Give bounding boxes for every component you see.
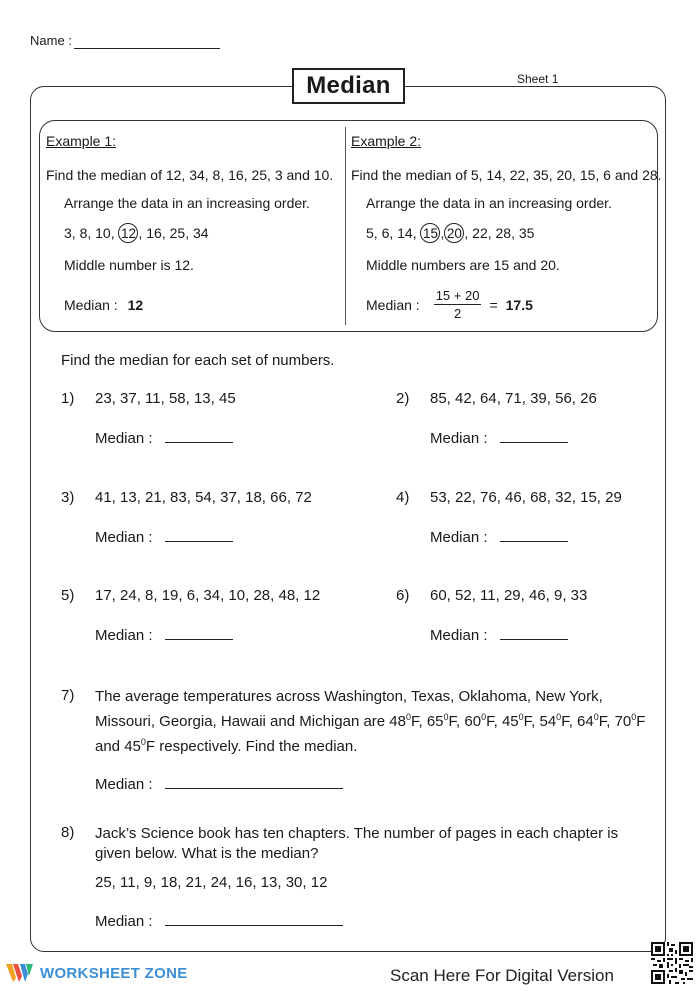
fraction-denominator: 2 [453, 306, 462, 321]
problem-2-median [430, 427, 568, 447]
median-label: Median : [95, 627, 153, 644]
problem-number: 8) [61, 824, 75, 841]
problem-number: 7) [61, 687, 75, 704]
answer-line[interactable] [500, 526, 568, 542]
problem-data: 41, 13, 21, 83, 54, 37, 18, 66, 72 [95, 489, 312, 506]
temperature-unit: F [636, 713, 646, 730]
degree-mark: 0 [631, 712, 637, 722]
ordered-before: 3, 8, 10, [64, 225, 115, 241]
temperature-unit: F [145, 738, 156, 755]
page-title: Median [292, 68, 405, 104]
answer-line[interactable] [500, 427, 568, 443]
example-1-step: Arrange the data in an increasing order. [64, 195, 310, 211]
example-2-prompt: Find the median of 5, 14, 22, 35, 20, 15, 6 and 28. [351, 167, 662, 183]
temperature-value: 64 [577, 713, 594, 730]
temperature-unit: F [523, 713, 532, 730]
problem-8-data: 25, 11, 9, 18, 21, 24, 16, 13, 30, 12 [95, 874, 328, 891]
example-1-ordered [64, 223, 209, 243]
answer-line[interactable] [165, 910, 343, 926]
problem-8-median [95, 910, 343, 930]
degree-mark: 0 [518, 712, 524, 722]
degree-mark: 0 [405, 712, 411, 722]
fraction-numerator: 15 + 20 [435, 288, 480, 303]
problem-1-median [95, 427, 233, 447]
answer-line[interactable] [165, 427, 233, 443]
temperature-value: 54 [539, 713, 557, 730]
median-label: Median : [95, 529, 153, 546]
scan-instruction: Scan Here For Digital Version [390, 966, 614, 985]
ordered-separator: , [440, 225, 445, 241]
median-label: Median : [95, 913, 153, 930]
problem-8-text: Jack’s Science book has ten chapters. The number of pages in each chapter is given below. What is the median? [95, 825, 619, 862]
answer-line[interactable] [500, 624, 568, 640]
degree-mark: 0 [481, 712, 487, 722]
circled-middle-number-2: 20 [444, 223, 464, 243]
example-2-ordered [366, 223, 534, 243]
median-label: Median : [430, 430, 488, 447]
temperature-value: 70 [614, 713, 632, 730]
median-value: 17.5 [505, 296, 533, 313]
problem-6-median [430, 624, 568, 644]
problem-7-median [95, 773, 343, 793]
problem-7-text-b: respectively. Find the median. [155, 738, 358, 755]
temperature-value: 45 [501, 713, 519, 730]
qr-code-icon[interactable] [651, 942, 693, 984]
instructions: Find the median for each set of numbers. [61, 352, 335, 369]
problem-data: 85, 42, 64, 71, 39, 56, 26 [430, 390, 597, 407]
example-2-middle: Middle numbers are 15 and 20. [366, 257, 560, 273]
temperature-unit: F [411, 713, 419, 730]
problem-number: 6) [396, 587, 410, 604]
problem-7-text-a: The average temperatures across Washington, Texas, Oklahoma, New York, Missouri, Georgia, Hawaii and Michigan are [95, 688, 603, 730]
sheet-label: Sheet 1 [517, 72, 559, 86]
problem-number: 4) [396, 489, 410, 506]
temperature-unit: F [486, 713, 494, 730]
example-2-step: Arrange the data in an increasing order. [366, 195, 612, 211]
problem-number: 5) [61, 587, 75, 604]
example-1-prompt: Find the median of 12, 34, 8, 16, 25, 3 and 10. [46, 167, 334, 183]
problem-number: 1) [61, 390, 75, 407]
temperature-unit: F [448, 713, 457, 730]
problem-data: 60, 52, 11, 29, 46, 9, 33 [430, 587, 588, 604]
answer-line[interactable] [165, 526, 233, 542]
temperature-unit: F [561, 713, 569, 730]
ordered-after: , 22, 28, 35 [464, 225, 535, 241]
circled-middle-number: 12 [118, 223, 138, 243]
problem-data: 53, 22, 76, 46, 68, 32, 15, 29 [430, 489, 622, 506]
median-label: Median : [430, 529, 488, 546]
logo-w-icon [6, 962, 34, 984]
answer-line[interactable] [165, 624, 233, 640]
degree-mark: 0 [556, 712, 562, 722]
temperature-unit: F [598, 713, 607, 730]
problem-data: 17, 24, 8, 19, 6, 34, 10, 28, 48, 12 [95, 587, 321, 604]
degree-mark: 0 [443, 712, 449, 722]
problem-number: 3) [61, 489, 75, 506]
temperature-list: $48^0F$, $65^0F$, $60^0F$, $45^0F$, $54^0F$, $64^0F$, $70^0F$ and $45^0F$ [95, 712, 646, 755]
logo-text: WORKSHEET ZONE [40, 964, 188, 982]
example-1-middle: Middle number is 12. [64, 257, 194, 273]
median-label: Median : [430, 627, 488, 644]
temperature-value: 65 [426, 713, 444, 730]
name-answer-line[interactable] [74, 48, 220, 49]
median-label: Median : [95, 430, 153, 447]
example-1-title: Example 1: [46, 133, 117, 149]
example-1-median [64, 297, 143, 313]
sheet-rule [405, 86, 560, 87]
problem-4-median [430, 526, 568, 546]
median-label: Median : [64, 297, 118, 313]
degree-mark: 0 [593, 712, 599, 722]
median-label: Median : [366, 296, 420, 313]
median-fraction [434, 288, 482, 321]
problem-number: 2) [396, 390, 410, 407]
median-label: Median : [95, 776, 153, 793]
temperature-value: 45 [124, 738, 141, 755]
circled-middle-number-1: 15 [420, 223, 440, 243]
temperature-value: 60 [464, 713, 482, 730]
ordered-after: , 16, 25, 34 [138, 225, 209, 241]
median-value: 12 [127, 297, 144, 313]
problem-5-median [95, 624, 233, 644]
name-label: Name : [30, 33, 72, 48]
example-2-median [366, 288, 533, 321]
problem-data: 23, 37, 11, 58, 13, 45 [95, 390, 236, 407]
ordered-before: 5, 6, 14, [366, 225, 417, 241]
worksheet-zone-logo[interactable] [6, 962, 188, 984]
answer-line[interactable] [165, 773, 343, 789]
examples-divider [345, 127, 346, 325]
example-2-title: Example 2: [351, 133, 422, 149]
degree-mark: 0 [140, 737, 146, 747]
equals-sign: = [489, 296, 498, 313]
temperature-value: 48 [389, 713, 406, 730]
problem-7-text [95, 687, 655, 757]
problem-3-median [95, 526, 233, 546]
